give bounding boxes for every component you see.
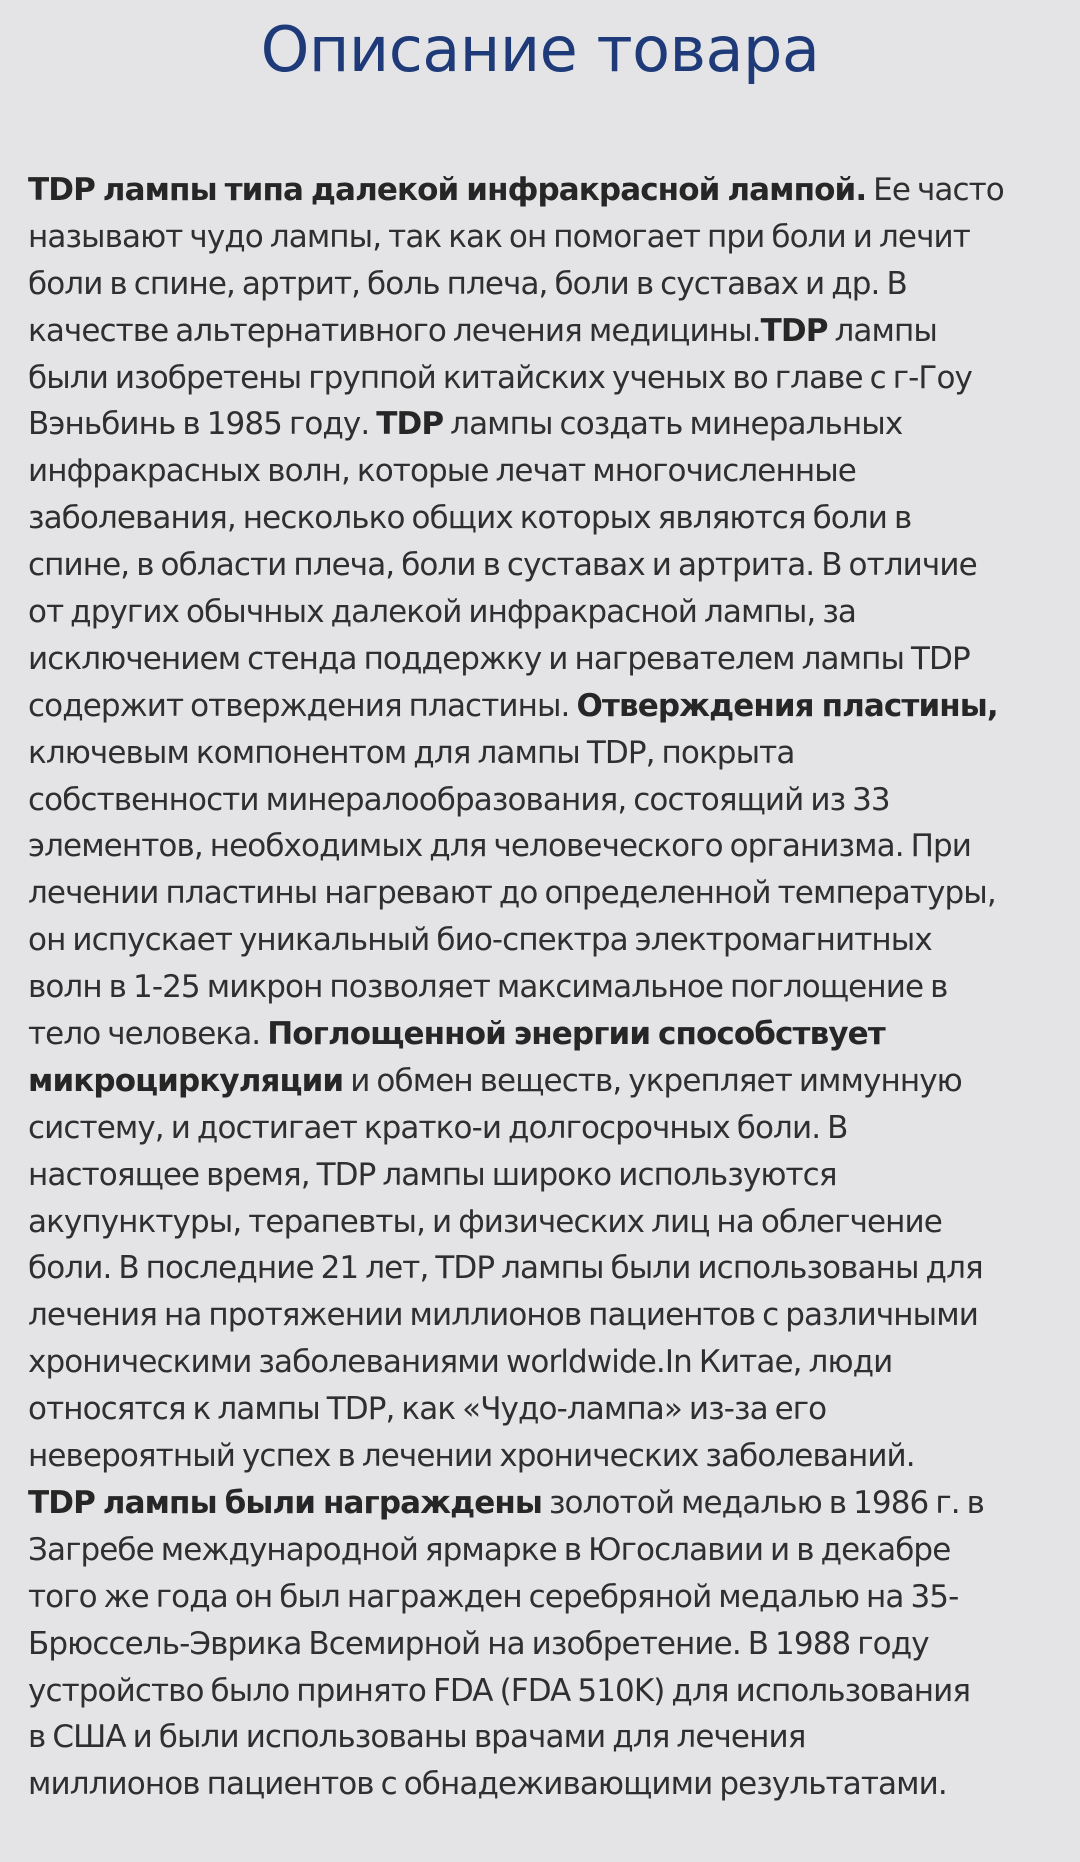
text-segment: исключением стенда поддержку и нагревателем лампы TDP xyxy=(28,640,970,677)
bold-text: микроциркуляции xyxy=(28,1062,344,1099)
text-segment: боли. В последние 21 лет, TDP лампы были использованы для xyxy=(28,1250,983,1287)
text-segment: миллионов пациентов с обнадеживающими результатами. xyxy=(28,1766,947,1803)
text-segment: лампы создать минеральных xyxy=(443,406,903,443)
text-segment: хроническими заболеваниями worldwide.In Китае, люди xyxy=(28,1344,893,1381)
description-line xyxy=(28,308,1068,355)
product-description xyxy=(28,167,1068,1808)
text-segment: акупунктуры, терапевты, и физических лиц на облегчение xyxy=(28,1203,942,1240)
description-line xyxy=(28,355,1068,402)
description-line xyxy=(28,823,1068,870)
text-segment: в США и были использованы врачами для лечения xyxy=(28,1719,806,1756)
page-title: Описание товара xyxy=(260,13,820,86)
description-line xyxy=(28,1199,1068,1246)
description-line xyxy=(28,1292,1068,1339)
text-segment: собственности минералообразования, состоящий из 33 xyxy=(28,781,890,818)
text-segment: от других обычных далекой инфракрасной лампы, за xyxy=(28,594,856,631)
description-line xyxy=(28,917,1068,964)
description-line xyxy=(28,1621,1068,1668)
text-segment: Загребе международной ярмарке в Югославии и в декабре xyxy=(28,1531,951,1568)
description-line xyxy=(28,1058,1068,1105)
description-line xyxy=(28,1152,1068,1199)
text-segment: Ее часто xyxy=(866,172,1004,208)
text-segment: были изобретены группой китайских ученых во главе с г-Гоу xyxy=(28,359,972,396)
text-segment: содержит отверждения пластины. xyxy=(28,687,577,724)
text-segment: элементов, необходимых для человеческого организма. При xyxy=(28,828,972,865)
text-segment: Вэньбинь в 1985 году. xyxy=(28,406,377,443)
description-line xyxy=(28,1386,1068,1433)
text-segment: лечения на протяжении миллионов пациентов с различными xyxy=(28,1297,978,1334)
description-line xyxy=(28,777,1068,824)
description-line xyxy=(28,683,1068,730)
description-line xyxy=(28,1245,1068,1292)
description-line xyxy=(28,964,1068,1011)
description-line xyxy=(28,1480,1068,1527)
description-line xyxy=(28,448,1068,495)
bold-text: TDP xyxy=(376,406,444,443)
description-line xyxy=(28,214,1068,261)
text-segment: называют чудо лампы, так как он помогает при боли и лечит xyxy=(28,218,970,255)
text-segment: боли в спине, артрит, боль плеча, боли в суставах и др. В xyxy=(28,265,907,302)
description-line xyxy=(28,1574,1068,1621)
text-segment: волн в 1-25 микрон позволяет максимальное поглощение в xyxy=(28,969,948,1006)
text-segment: настоящее время, TDP лампы широко используются xyxy=(28,1156,837,1193)
bold-text: TDP xyxy=(760,312,828,349)
description-line xyxy=(28,1433,1068,1480)
description-line xyxy=(28,401,1068,448)
description-line xyxy=(28,730,1068,777)
description-line xyxy=(28,261,1068,308)
text-segment: он испускает уникальный био-спектра электромагнитных xyxy=(28,922,932,959)
description-line xyxy=(28,870,1068,917)
text-segment: заболевания, несколько общих которых являются боли в xyxy=(28,500,912,537)
description-line xyxy=(28,167,1068,214)
text-segment: невероятный успех в лечении хронических заболеваний. xyxy=(28,1438,915,1475)
text-segment: инфракрасных волн, которые лечат многочисленные xyxy=(28,453,856,490)
description-line xyxy=(28,495,1068,542)
text-segment: относятся к лампы TDP, как «Чудо-лампа» из-за его xyxy=(28,1391,827,1428)
description-line xyxy=(28,1011,1068,1058)
text-segment: ключевым компонентом для лампы TDP, покрыта xyxy=(28,734,795,771)
text-segment: золотой медалью в 1986 г. в xyxy=(542,1484,984,1521)
text-segment: тело человека. xyxy=(28,1016,268,1053)
text-segment: и обмен веществ, укрепляет иммунную xyxy=(343,1062,962,1099)
description-line xyxy=(28,1668,1068,1715)
description-line xyxy=(28,1527,1068,1574)
text-segment: того же года он был награжден серебряной медалью на 35- xyxy=(28,1578,959,1615)
text-segment: лампы xyxy=(827,312,937,349)
bold-text: TDP лампы были награждены xyxy=(28,1484,543,1521)
bold-text: Отверждения пластины, xyxy=(576,687,998,724)
description-line xyxy=(28,542,1068,589)
text-segment: Брюссель-Эврика Всемирной на изобретение. В 1988 году xyxy=(28,1625,929,1662)
bold-text: Поглощенной энергии способствует xyxy=(267,1016,885,1053)
text-segment: устройство было принято FDA (FDA 510K) для использования xyxy=(28,1672,971,1709)
description-line xyxy=(28,589,1068,636)
text-segment: систему, и достигает кратко-и долгосрочных боли. В xyxy=(28,1109,848,1146)
description-line xyxy=(28,1714,1068,1761)
description-line xyxy=(28,1105,1068,1152)
text-segment: качестве альтернативного лечения медицины. xyxy=(28,312,761,349)
bold-text: TDP лампы типа далекой инфракрасной лампой. xyxy=(28,172,867,208)
text-segment: спине, в области плеча, боли в суставах и артрита. В отличие xyxy=(28,547,977,584)
text-segment: лечении пластины нагревают до определенной температуры, xyxy=(28,875,996,912)
description-line xyxy=(28,636,1068,683)
description-line xyxy=(28,1339,1068,1386)
description-line xyxy=(28,1761,1068,1808)
